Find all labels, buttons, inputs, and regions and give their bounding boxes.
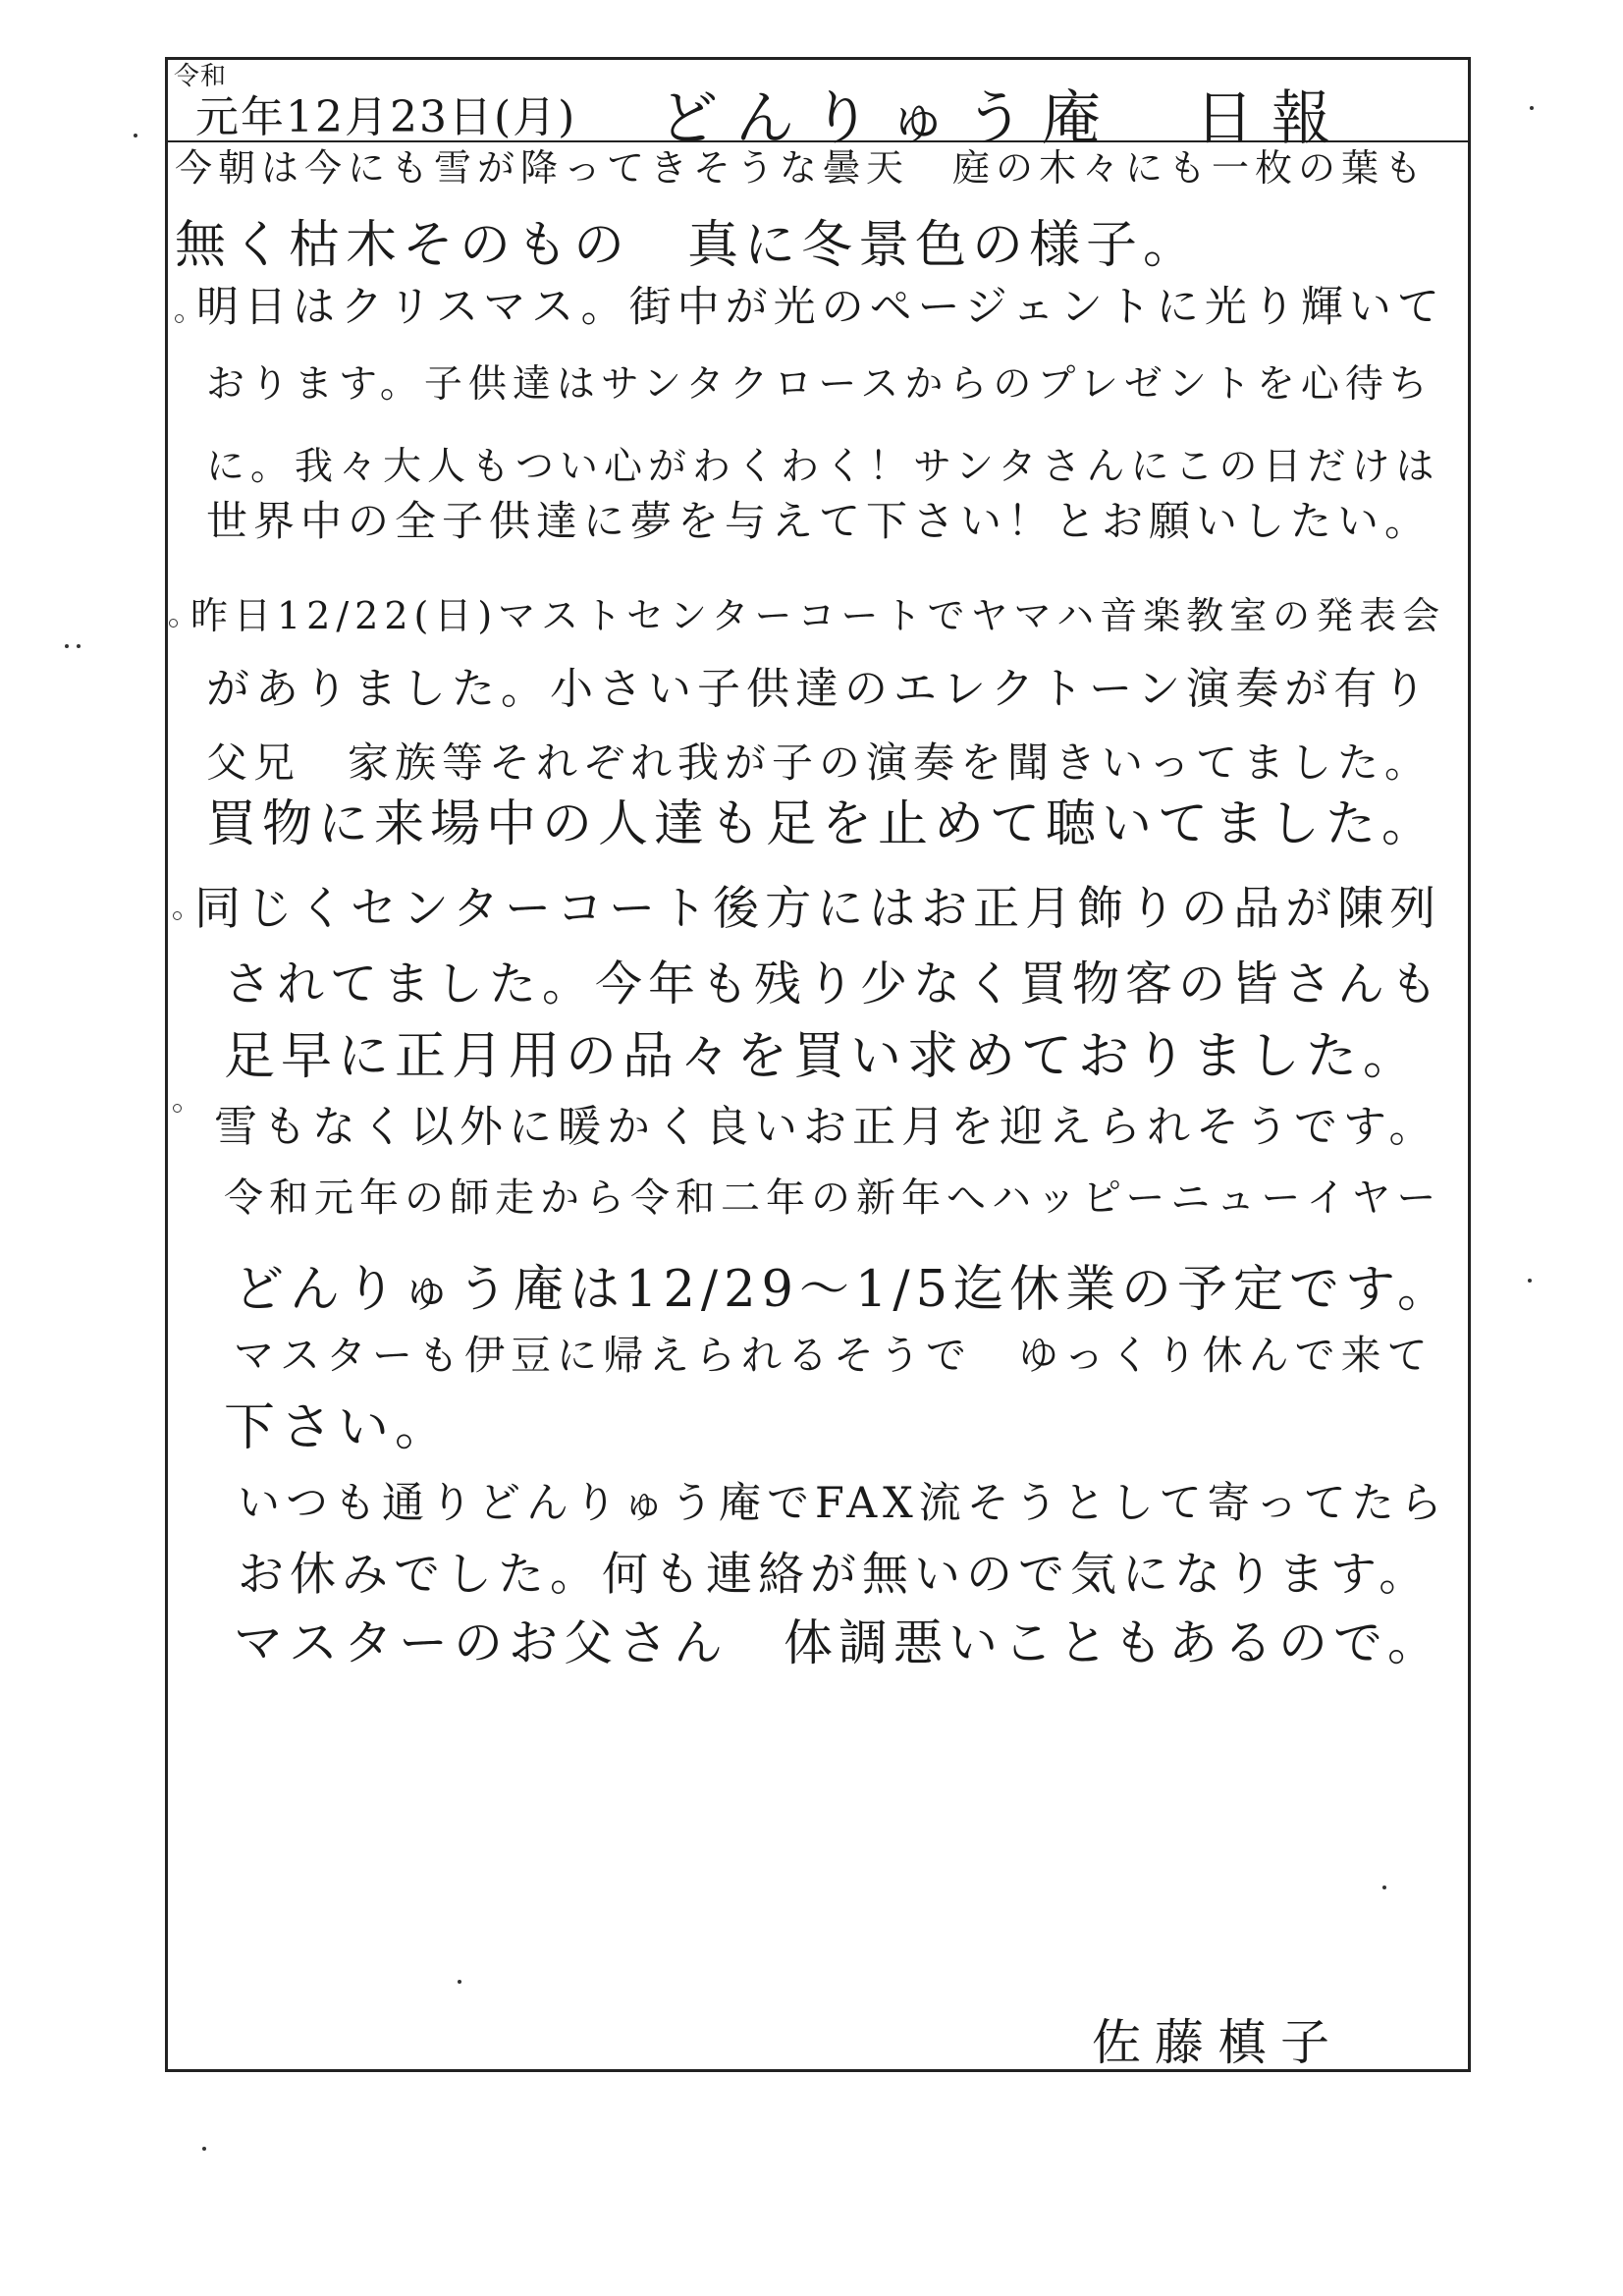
scan-speck — [202, 2147, 206, 2151]
report-date: 元年12月23日(月) — [195, 92, 577, 142]
era-label: 令和 — [174, 62, 228, 91]
signature: 佐藤槙子 — [1092, 2014, 1343, 2071]
body-line: 雪もなく以外に暖かく良いお正月を迎えられそうです。 — [214, 1102, 1438, 1152]
scan-speck — [1528, 1279, 1532, 1283]
body-line: 買物に来場中の人達も足を止めて聴いてました。 — [206, 795, 1438, 853]
body-line: 今朝は今にも雪が降ってきそうな曇天 庭の木々にも一枚の葉も — [175, 146, 1429, 190]
body-line: どんりゅう庵は12/29～1/5迄休業の予定です。 — [234, 1261, 1453, 1319]
scan-speck — [65, 644, 69, 648]
body-line: 足早に正月用の品々を買い求めておりました。 — [224, 1027, 1421, 1086]
bullet-marker — [173, 911, 182, 920]
bullet-marker — [169, 619, 178, 628]
body-line: 昨日12/22(日)マストセンターコートでヤマハ音楽教室の発表会 — [190, 594, 1446, 637]
bullet-marker — [175, 314, 184, 323]
header-row — [168, 60, 1468, 153]
bullet-marker — [173, 1104, 182, 1113]
body-line: 下さい。 — [224, 1398, 453, 1457]
body-line: おります。子供達はサンタクロースからのプレゼントを心待ち — [206, 362, 1434, 407]
scan-speck — [1382, 1886, 1386, 1889]
body-line: されてました。今年も残り少なく買物客の皆さんも — [224, 957, 1444, 1011]
scan-speck — [458, 1980, 461, 1984]
scan-speck — [1530, 106, 1534, 110]
report-title: どんりゅう庵 日報 — [659, 84, 1348, 153]
body-line: マスターも伊豆に帰えられるそうで ゆっくり休んで来て — [234, 1332, 1434, 1379]
scan-speck — [77, 644, 81, 648]
scan-speck — [134, 134, 137, 137]
body-line: 令和元年の師走から令和二年の新年へハッピーニューイヤー — [224, 1175, 1442, 1221]
body-line: 無く枯木そのもの 真に冬景色の様子。 — [175, 216, 1201, 275]
body-line: 明日はクリスマス。街中が光のページェントに光り輝いて — [196, 283, 1445, 332]
body-line: いつも通りどんりゅう庵でFAX流そうとして寄ってたら — [238, 1479, 1448, 1528]
body-line: お休みでした。何も連絡が無いので気になります。 — [238, 1548, 1432, 1602]
body-line: マスターのお父さん 体調悪いこともあるので。 — [234, 1614, 1442, 1671]
body-line: 世界中の全子供達に夢を与えて下さい！とお願いしたい。 — [206, 497, 1433, 545]
body-line: 父兄 家族等それぞれ我が子の演奏を聞きいってました。 — [206, 738, 1433, 787]
body-line: に。我々大人もつい心がわくわく！サンタさんにこの日だけは — [206, 445, 1440, 489]
body-line: がありました。小さい子供達のエレクトーン演奏が有り — [206, 664, 1433, 714]
body-line: 同じくセンターコート後方にはお正月飾りの品が陳列 — [194, 882, 1442, 936]
